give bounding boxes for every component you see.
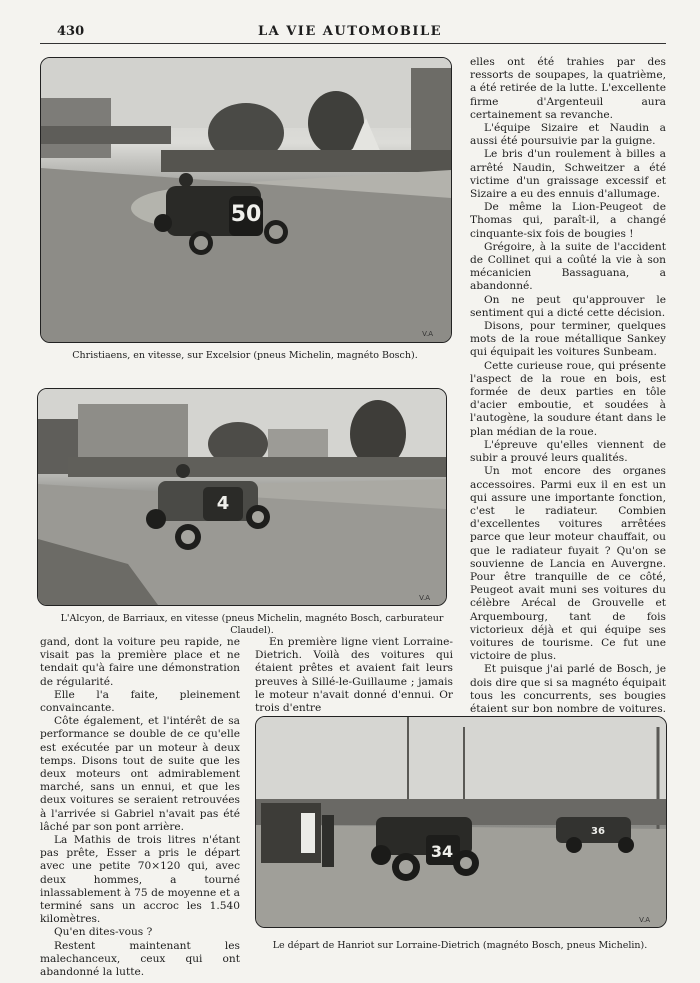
paragraph: Le bris d'un roulement à billes a arrêté Naudin, Schweitzer a été victime d'un graissage excessif et Sizaire a eu des ennuis d'allumage. <box>470 148 666 201</box>
paragraph: L'épreuve qu'elles viennent de subir a prouvé leurs qualités. <box>470 438 666 465</box>
page-number: 430 <box>57 24 85 39</box>
paragraph: Cette curieuse roue, qui présente l'aspect de la roue en bois, est formée de deux parties en tôle d'acier emboutie, et soudées à l'autogène, la soudure étant dans le plan médian de la roue. <box>470 359 666 438</box>
photo-credit: V.A <box>639 916 650 924</box>
paragraph: Côte également, et l'intérêt de sa performance se double de ce qu'elle est exécutée par un moteur à deux temps. Disons tout de suite que les deux moteurs ont admirablement marché, sans un ennui, et que les deux voitures se seraient retrouvées à l'arrivée si Gabriel n'avait pas été lâché par son pont arrière. <box>40 715 240 833</box>
paragraph: La Mathis de trois litres n'étant pas prête, Esser a pris le départ avec une petite 70×120 qui, avec deux hommes, a tourné inlassablement à 75 de moyenne et a terminé sans un accroc les 1.540 kilomètres. <box>40 834 240 926</box>
photo-hanriot-lorraine-dietrich <box>255 716 667 928</box>
paragraph: En première ligne vient Lorraine-Dietrich. Voilà des voitures qui étaient prêtes et avaient fait leurs preuves à Sillé-le-Guillaume ; jamais le moteur n'avait donné d'ennui. Or trois d'entre <box>255 636 453 715</box>
car-number: 34 <box>430 842 454 861</box>
text-column-left <box>40 636 240 979</box>
caption-photo-3: Le départ de Hanriot sur Lorraine-Dietrich (magnéto Bosch, pneus Michelin). <box>272 940 648 951</box>
page-header <box>0 22 700 44</box>
photo-race-car-50 <box>41 58 451 342</box>
paragraph: L'équipe Sizaire et Naudin a aussi été poursuivie par la guigne. <box>470 122 666 148</box>
photo-credit: V.A <box>419 594 430 602</box>
paragraph: Restent maintenant les malechanceux, ceux qui ont abandonné la lutte. <box>40 939 240 979</box>
paragraph: Elle l'a faite, pleinement convaincante. <box>40 688 240 715</box>
paragraph: Qu'en dites-vous ? <box>54 926 153 939</box>
running-title: LA VIE AUTOMOBILE <box>257 24 443 39</box>
car-number: 4 <box>216 493 230 514</box>
paragraph: On ne peut qu'approuver le sentiment qui a dicté cette décision. <box>470 293 666 319</box>
car-number-second: 36 <box>591 826 605 837</box>
text-column-middle <box>255 636 453 715</box>
paragraph: gand, dont la voiture peu rapide, ne visait pas la première place et ne tendait qu'à faire une démonstration de régularité. <box>40 636 240 688</box>
header-rule <box>40 43 666 44</box>
text-column-right <box>470 56 666 788</box>
photo-race-car-4 <box>38 389 446 605</box>
photo-alcyon-barriaux <box>37 388 447 606</box>
car-number: 50 <box>230 202 262 227</box>
caption-photo-2: L'Alcyon, de Barriaux, en vitesse (pneus Michelin, magnéto Bosch, carburateur Claudel). <box>60 613 444 636</box>
paragraph: Un mot encore des organes accessoires. Parmi eux il en est un qui assure une importante fonction, c'est le radiateur. Combien d'excellentes voitures arrêtées parce que leur moteur chauffait, ou que le radiateur fuyait ? Qu'on se souvienne de Lancia en Auvergne. Pour être tranquille de ce côté, Peugeot avait muni ses voitures du célèbre Arécal de Grouvelle et Arquembourg, tant de fois victorieux déjà et qui équipe ses voitures de tourisme. Ce fut une victoire de plus. <box>470 465 666 663</box>
caption-photo-1: Christiaens, en vitesse, sur Excelsior (pneus Michelin, magnéto Bosch). <box>72 350 418 361</box>
photo-christiaens-excelsior <box>40 57 452 343</box>
paragraph: Grégoire, à la suite de l'accident de Collinet qui a coûté la vie à son mécanicien Bassaguana, a abandonné. <box>470 240 666 293</box>
paragraph: Disons, pour terminer, quelques mots de la roue métallique Sankey qui équipait les voitures Sunbeam. <box>470 320 666 359</box>
paragraph: elles ont été trahies par des ressorts de soupapes, la quatrième, a été retirée de la lutte. L'excellente firme d'Argenteuil aura certainement sa revanche. <box>470 56 666 121</box>
photo-race-start <box>256 717 666 927</box>
paragraph: Et puisque j'ai parlé de Bosch, je dois dire que si sa magnéto équipait tous les concurrents, ses bougies étaient sur bon nombre de voitures. <box>470 663 666 715</box>
photo-credit: V.A <box>422 330 433 338</box>
paragraph: De même la Lion-Peugeot de Thomas qui, paraît-il, a changé cinquante-six fois de bougies ! <box>470 201 666 240</box>
